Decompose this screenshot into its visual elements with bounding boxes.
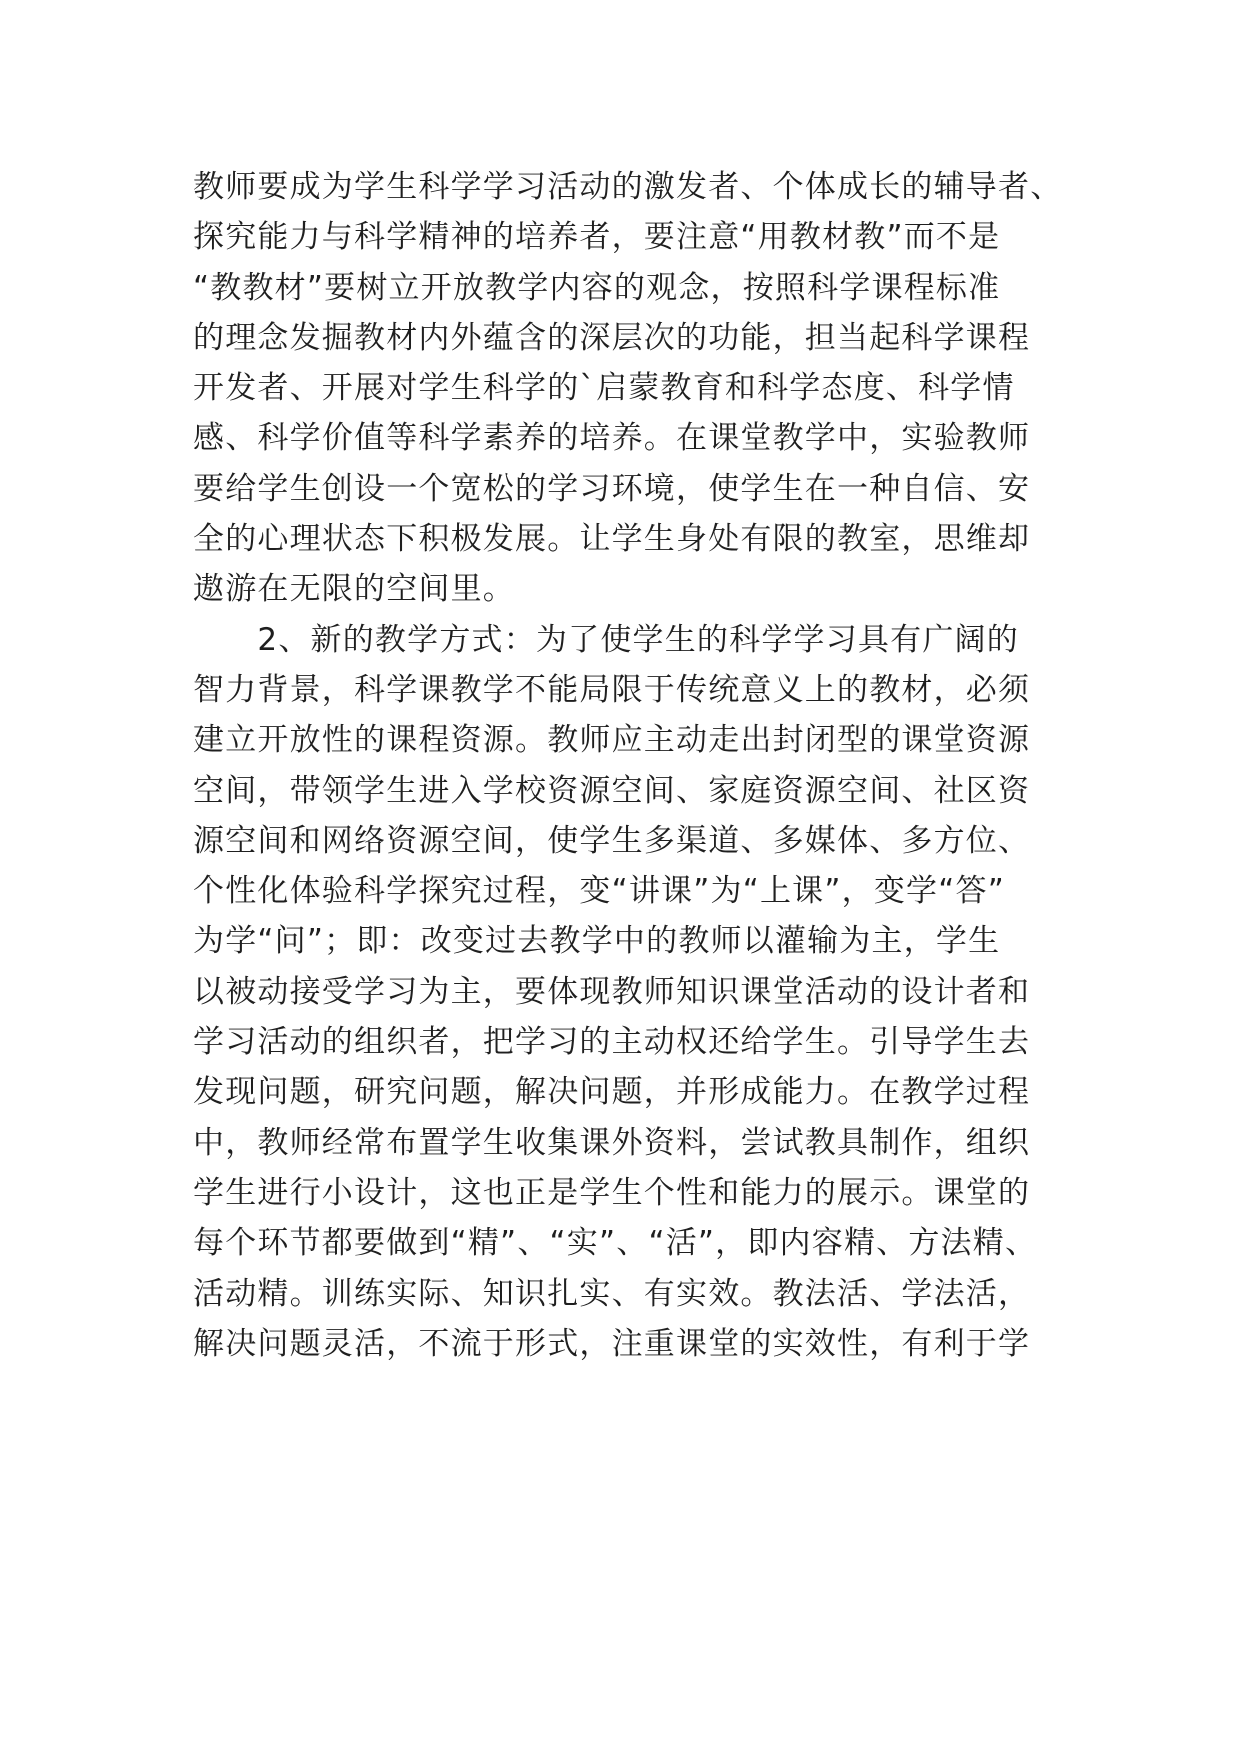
text-line: 遨游在无限的空间里。: [193, 571, 515, 608]
text-line: 感、科学价值等科学素养的培养。在课堂教学中，实验教师: [193, 420, 1031, 457]
text-line: 活动精。训练实际、知识扎实、有实效。教法活、学法活，: [193, 1275, 1031, 1312]
text-line: 为学“问”；即：改变过去教学中的教师以灌输为主，学生: [193, 923, 1001, 960]
text-line: 中，教师经常布置学生收集课外资料，尝试教具制作，组织: [193, 1124, 1031, 1161]
text-line: 的理念发掘教材内外蕴含的深层次的功能，担当起科学课程: [193, 319, 1031, 356]
text-line: 要给学生创设一个宽松的学习环境，使学生在一种自信、安: [193, 470, 1031, 507]
text-line: 学习活动的组织者，把学习的主动权还给学生。引导学生去: [193, 1024, 1031, 1061]
text-line: 开发者、开展对学生科学的`启蒙教育和科学态度、科学情: [193, 370, 1015, 407]
text-line: 以被动接受学习为主，要体现教师知识课堂活动的设计者和: [193, 973, 1031, 1010]
text-line: 个性化体验科学探究过程，变“讲课”为“上课”，变学“答”: [193, 873, 1005, 910]
text-line: 每个环节都要做到“精”、“实”、“活”，即内容精、方法精、: [193, 1225, 1038, 1262]
text-line: 源空间和网络资源空间，使学生多渠道、多媒体、多方位、: [193, 822, 1031, 859]
text-line: 空间，带领学生进入学校资源空间、家庭资源空间、社区资: [193, 772, 1031, 809]
body-text: [193, 162, 1093, 1369]
text-line: 发现问题，研究问题，解决问题，并形成能力。在教学过程: [193, 1074, 1031, 1111]
text-line: “教教材”要树立开放教学内容的观念，按照科学课程标准: [193, 269, 1001, 306]
text-line: 教师要成为学生科学学习活动的激发者、个体成长的辅导者、: [193, 169, 1063, 205]
text-line: 解决问题灵活，不流于形式，注重课堂的实效性，有利于学: [193, 1325, 1031, 1362]
text-line: 全的心理状态下积极发展。让学生身处有限的教室，思维却: [193, 521, 1031, 558]
text-line: 2、新的教学方式：为了使学生的科学学习具有广阔的: [193, 621, 1019, 658]
text-line: 学生进行小设计，这也正是学生个性和能力的展示。课堂的: [193, 1174, 1031, 1211]
text-line: 探究能力与科学精神的培养者，要注意“用教材教”而不是: [193, 219, 1001, 256]
text-line: 智力背景，科学课教学不能局限于传统意义上的教材，必须: [193, 671, 1031, 708]
text-line: 建立开放性的课程资源。教师应主动走出封闭型的课堂资源: [193, 722, 1031, 759]
